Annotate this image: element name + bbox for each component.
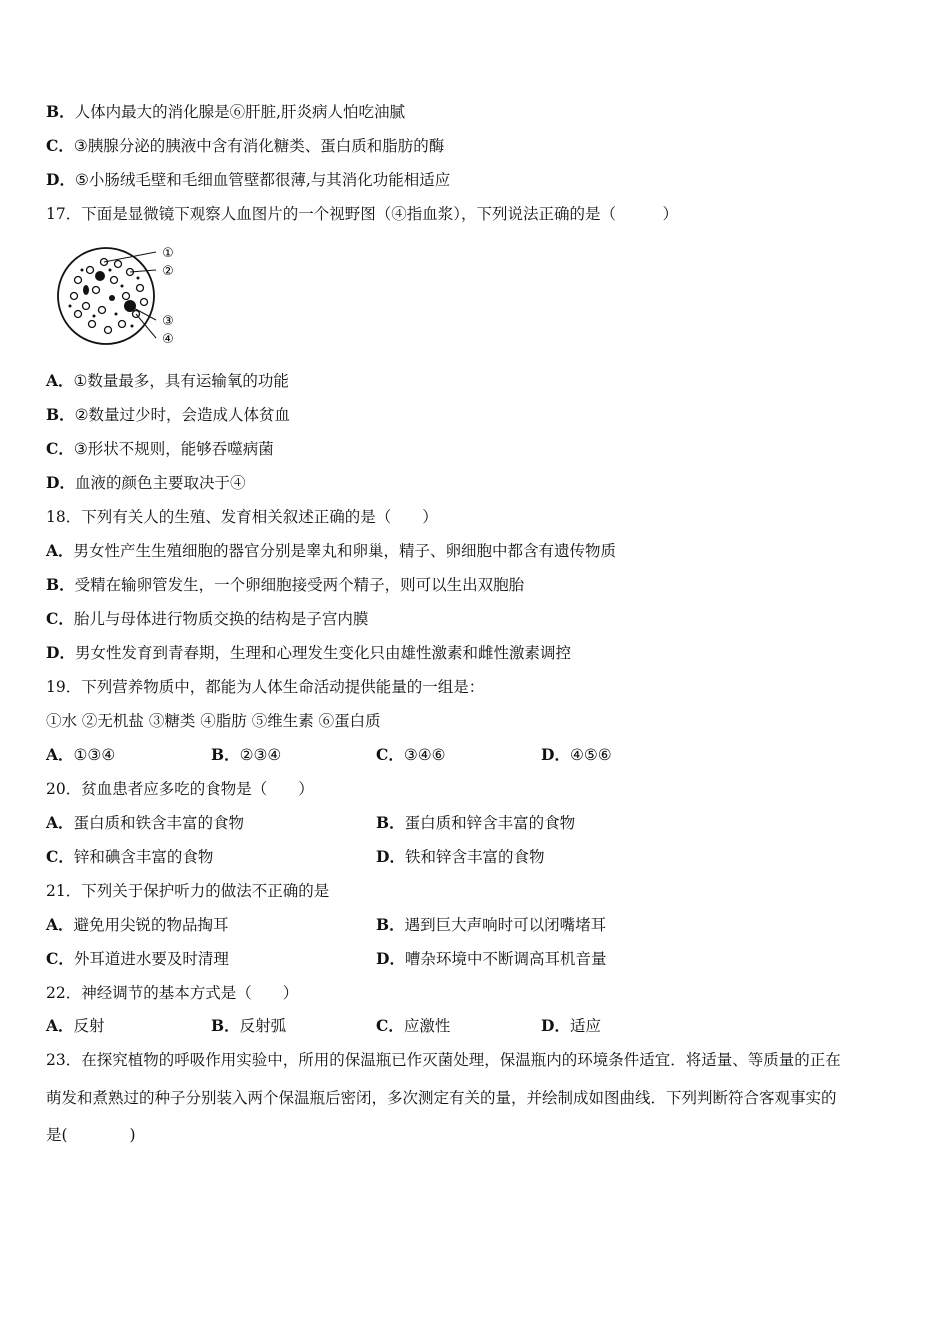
- q21-options-row-1: [46, 914, 916, 936]
- option-letter: D．: [541, 745, 570, 764]
- option-letter: D．: [541, 1016, 570, 1035]
- q19-items: ①水 ②无机盐 ③糖类 ④脂肪 ⑤维生素 ⑥蛋白质: [46, 712, 381, 730]
- option-letter: C．: [46, 609, 74, 628]
- option-letter: B．: [46, 575, 75, 594]
- option-text: ②③④: [239, 746, 282, 764]
- figure-label-1: ①: [162, 246, 174, 261]
- option-text: ⑤小肠绒毛壁和毛细血管壁都很薄,与其消化功能相适应: [74, 171, 451, 189]
- option-letter: A．: [46, 541, 74, 560]
- option-letter: D．: [376, 949, 405, 968]
- option-text: 锌和碘含丰富的食物: [73, 848, 214, 866]
- option-letter: B．: [376, 813, 405, 832]
- option-text: 铁和锌含丰富的食物: [404, 848, 545, 866]
- option-letter: C．: [46, 949, 74, 968]
- q17-option-d: [46, 472, 245, 494]
- option-letter: D．: [46, 643, 75, 662]
- option-text: ①数量最多，具有运输氧的功能: [73, 372, 289, 390]
- q23-stem-line-3: 是( ): [46, 1126, 136, 1144]
- option-text: 人体内最大的消化腺是⑥肝脏,肝炎病人怕吃油腻: [74, 103, 406, 121]
- option-text: 外耳道进水要及时清理: [73, 950, 229, 968]
- q22-option-a: [46, 1015, 105, 1037]
- q21-option-b: [376, 914, 606, 936]
- q17-option-c: [46, 438, 274, 460]
- q21-option-c: [46, 948, 229, 970]
- option-text: ①③④: [73, 746, 116, 764]
- option-text: 遇到巨大声响时可以闭嘴堵耳: [404, 916, 607, 934]
- q17-stem: 17．下面是显微镜下观察人血图片的一个视野图（④指血浆），下列说法正确的是（ ）: [46, 205, 678, 223]
- q19-option-c: [376, 744, 446, 766]
- q19-option-d: [541, 744, 612, 766]
- option-letter: C．: [376, 745, 404, 764]
- q21-option-a: [46, 914, 229, 936]
- option-text: 蛋白质和锌含丰富的食物: [404, 814, 576, 832]
- q23-stem-line-2: 萌发和煮熟过的种子分别装入两个保温瓶后密闭，多次测定有关的量，并绘制成如图曲线．下列判断符合客观事实的: [46, 1089, 837, 1107]
- q18-option-a: [46, 540, 616, 562]
- q18-stem: 18．下列有关人的生殖、发育相关叙述正确的是（ ）: [46, 508, 438, 526]
- option-letter: B．: [376, 915, 405, 934]
- option-text: 避免用尖锐的物品掏耳: [73, 916, 229, 934]
- q17-option-a: [46, 370, 289, 392]
- q20-options-row-1: [46, 812, 916, 834]
- option-letter: A．: [46, 915, 74, 934]
- q20-option-b: [376, 812, 575, 834]
- option-letter: D．: [46, 473, 75, 492]
- option-letter: C．: [376, 1016, 404, 1035]
- q20-options-row-2: [46, 846, 916, 868]
- q21-option-d: [376, 948, 606, 970]
- option-text: ④⑤⑥: [569, 746, 612, 764]
- option-text: 应激性: [403, 1017, 451, 1035]
- q23-stem-line-1: 23．在探究植物的呼吸作用实验中，所用的保温瓶已作灭菌处理，保温瓶内的环境条件适宜．将适量、等质量的正在: [46, 1051, 841, 1069]
- option-text: 蛋白质和铁含丰富的食物: [73, 814, 245, 832]
- option-letter: C．: [46, 136, 74, 155]
- figure-label-3: ③: [162, 314, 174, 329]
- option-text: 受精在输卵管发生，一个卵细胞接受两个精子，则可以生出双胞胎: [74, 576, 525, 594]
- option-text: 适应: [569, 1017, 601, 1035]
- option-text: 血液的颜色主要取决于④: [74, 474, 246, 492]
- q21-stem: 21．下列关于保护听力的做法不正确的是: [46, 882, 330, 900]
- blood-smear-diagram: [56, 240, 186, 352]
- q22-option-d: [541, 1015, 601, 1037]
- q20-option-c: [46, 846, 213, 868]
- q18-option-c: [46, 608, 368, 630]
- blood-smear-figure: [56, 240, 186, 352]
- q19-options-row: [46, 744, 916, 766]
- option-text: ③④⑥: [403, 746, 446, 764]
- q22-option-c: [376, 1015, 450, 1037]
- option-text: 男女性发育到青春期，生理和心理发生变化只由雄性激素和雌性激素调控: [74, 644, 571, 662]
- option-letter: B．: [46, 102, 75, 121]
- option-text: 男女性产生生殖细胞的器官分别是睾丸和卵巢，精子、卵细胞中都含有遗传物质: [73, 542, 617, 560]
- q16-option-b: [46, 101, 405, 123]
- q22-option-b: [211, 1015, 286, 1037]
- q22-stem: 22．神经调节的基本方式是（ ）: [46, 984, 299, 1002]
- option-letter: D．: [46, 170, 75, 189]
- option-text: 胎儿与母体进行物质交换的结构是子宫内膜: [73, 610, 369, 628]
- q18-option-d: [46, 642, 571, 664]
- q19-stem: 19．下列营养物质中，都能为人体生命活动提供能量的一组是：: [46, 678, 485, 696]
- option-text: 反射弧: [239, 1017, 287, 1035]
- option-letter: B．: [211, 745, 240, 764]
- option-letter: A．: [46, 813, 74, 832]
- q20-stem: 20．贫血患者应多吃的食物是（ ）: [46, 780, 314, 798]
- q18-option-b: [46, 574, 524, 596]
- option-text: 反射: [73, 1017, 105, 1035]
- option-text: ③形状不规则，能够吞噬病菌: [73, 440, 274, 458]
- figure-label-4: ④: [162, 332, 174, 347]
- q20-option-a: [46, 812, 244, 834]
- q19-option-a: [46, 744, 115, 766]
- option-letter: B．: [211, 1016, 240, 1035]
- option-text: 嘈杂环境中不断调高耳机音量: [404, 950, 607, 968]
- option-letter: D．: [376, 847, 405, 866]
- q20-option-d: [376, 846, 544, 868]
- option-letter: C．: [46, 847, 74, 866]
- option-letter: A．: [46, 1016, 74, 1035]
- option-letter: B．: [46, 405, 75, 424]
- q19-option-b: [211, 744, 281, 766]
- q22-options-row: [46, 1015, 916, 1037]
- q17-option-b: [46, 404, 290, 426]
- option-text: ②数量过少时，会造成人体贫血: [74, 406, 291, 424]
- option-letter: A．: [46, 371, 74, 390]
- option-text: ③胰腺分泌的胰液中含有消化糖类、蛋白质和脂肪的酶: [73, 137, 445, 155]
- q16-option-d: [46, 169, 450, 191]
- q16-option-c: [46, 135, 444, 157]
- q21-options-row-2: [46, 948, 916, 970]
- figure-label-2: ②: [162, 264, 174, 279]
- option-letter: C．: [46, 439, 74, 458]
- option-letter: A．: [46, 745, 74, 764]
